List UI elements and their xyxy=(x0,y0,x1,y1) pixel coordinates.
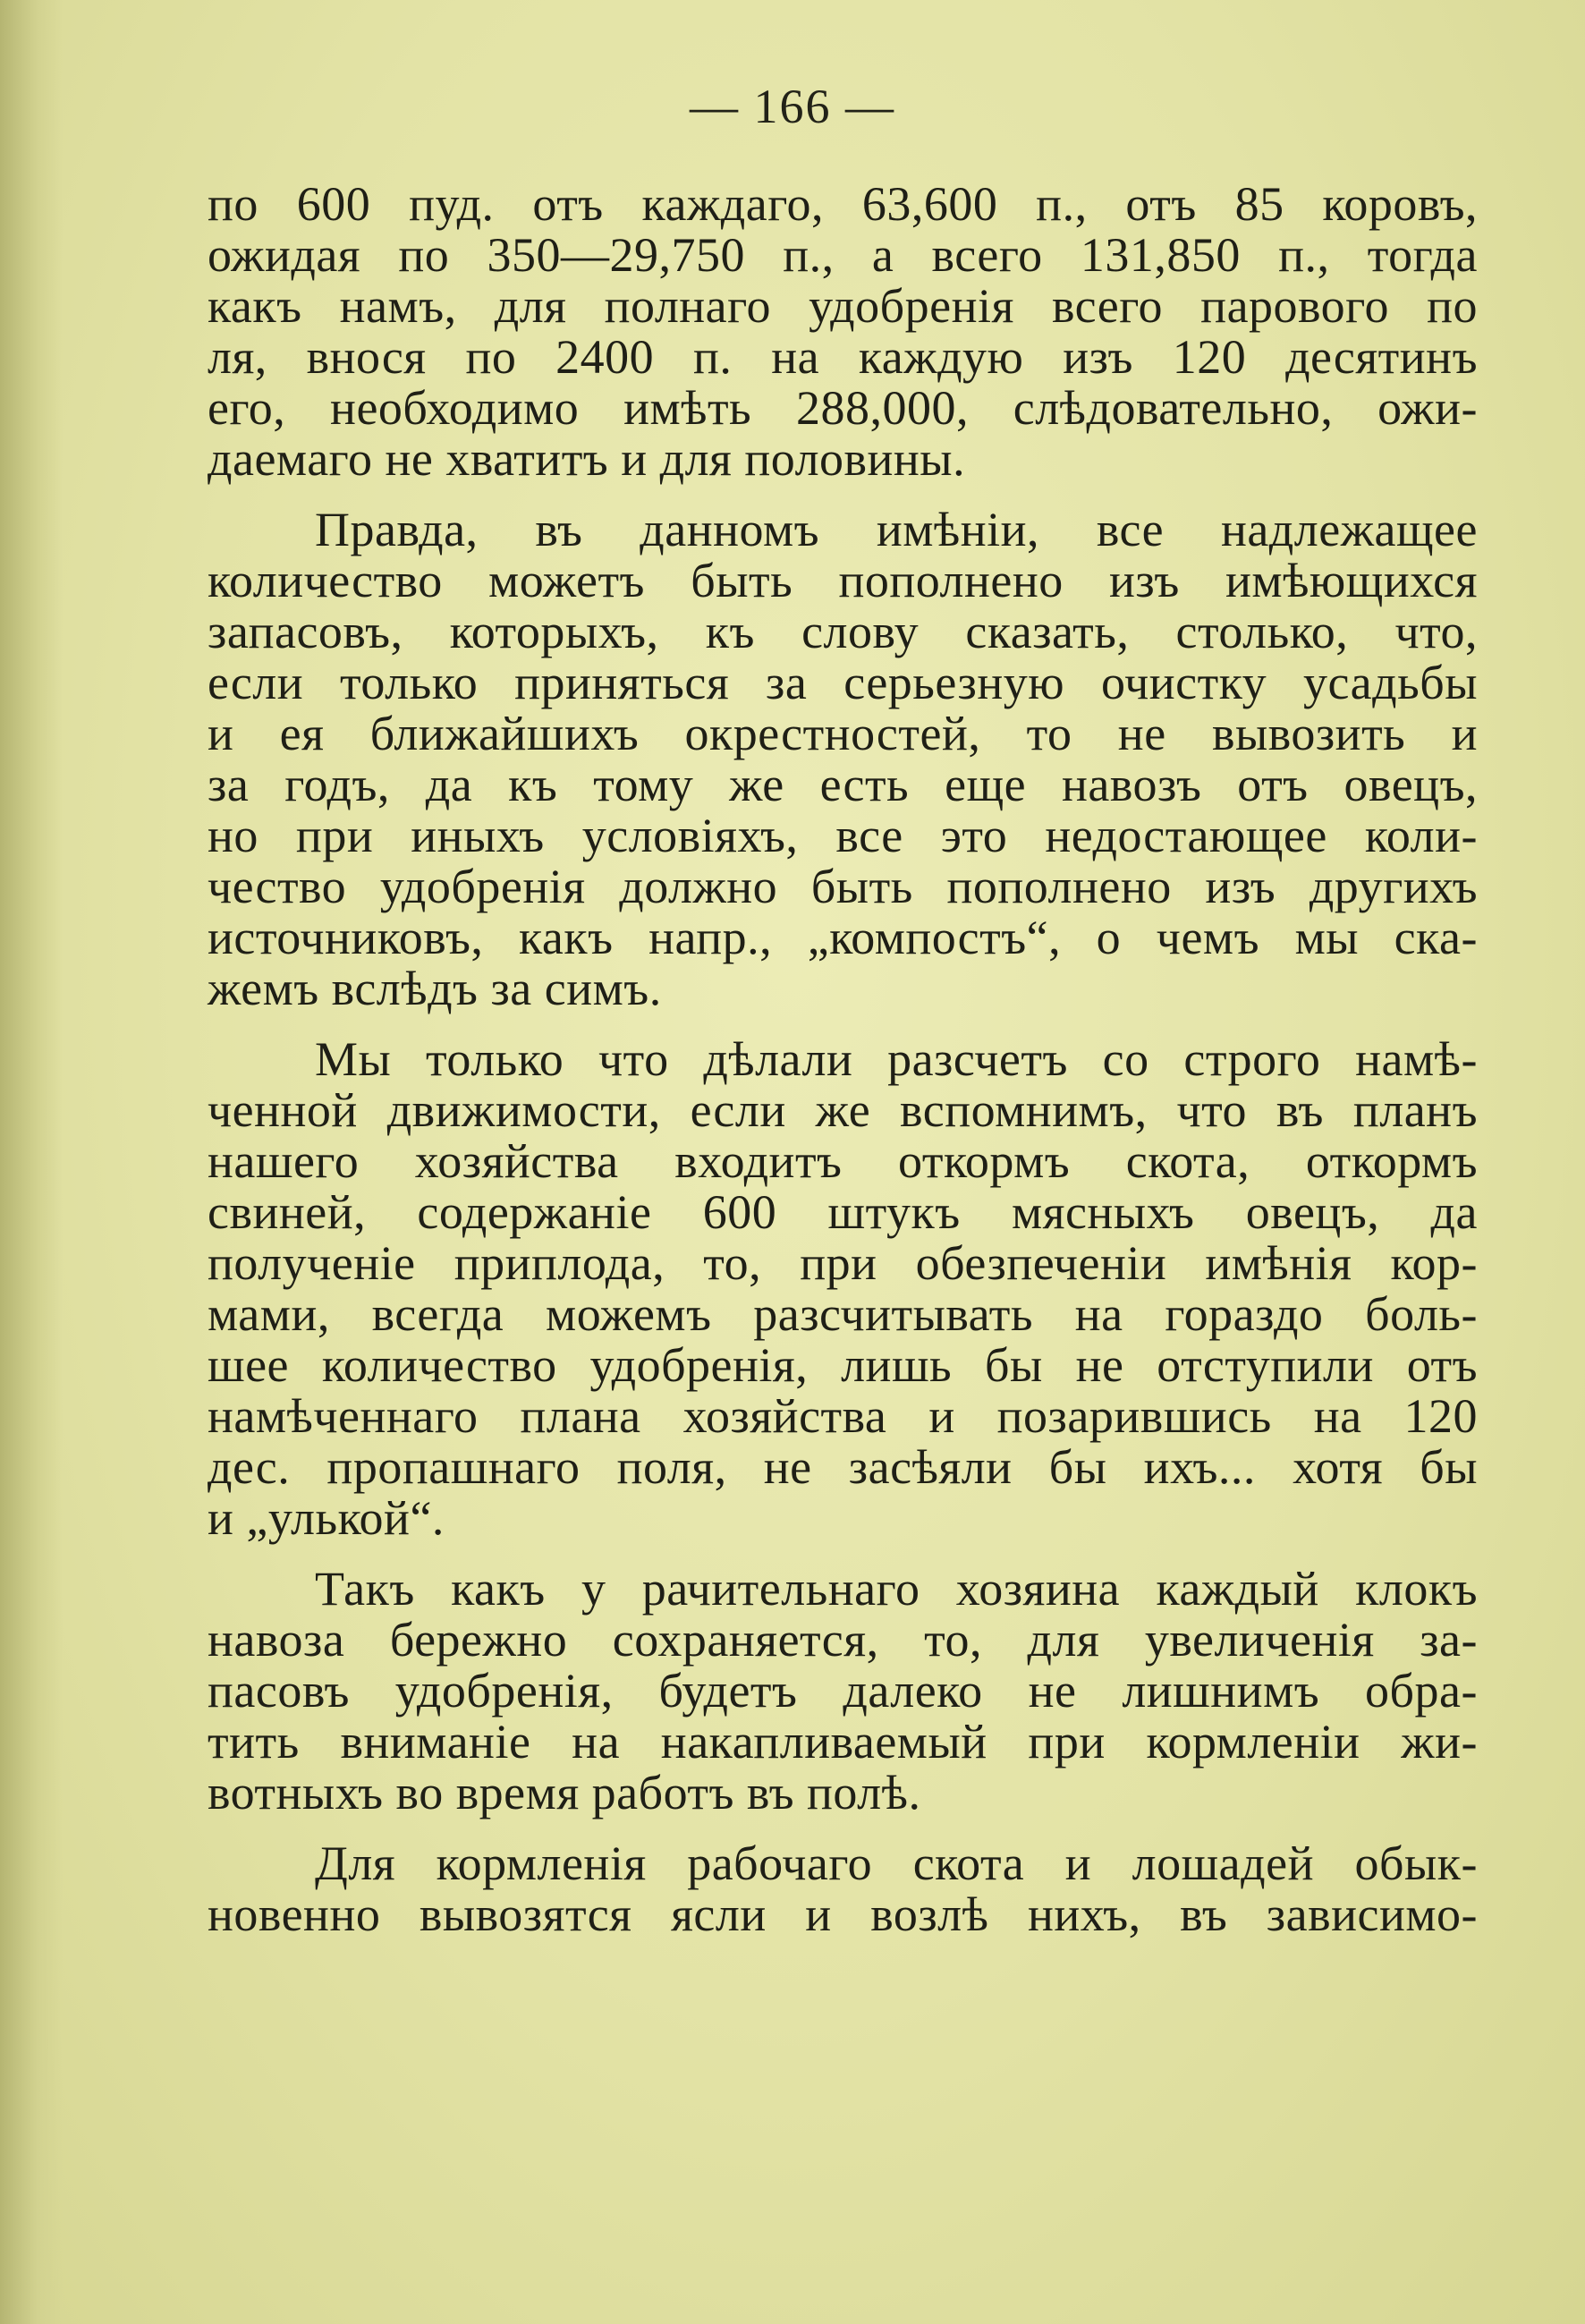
text-line: ожидая по 350—29,750 п., а всего 131,850 п., тогда xyxy=(208,228,1478,282)
text-line: вотныхъ во время работъ въ полѣ. xyxy=(208,1766,921,1819)
paragraph-2 xyxy=(208,505,1478,1014)
text-line: свиней, содержаніе 600 штукъ мясныхъ овецъ, да xyxy=(208,1185,1478,1239)
page-number: — 166 — xyxy=(690,80,895,133)
text-line: Правда, въ данномъ имѣніи, все надлежащее xyxy=(315,503,1478,556)
paragraph-1 xyxy=(208,179,1478,485)
text-line: дес. пропашнаго поля, не засѣяли бы ихъ... хотя бы xyxy=(208,1440,1478,1494)
paragraph-5 xyxy=(208,1838,1478,1940)
text-line: Для кормленія рабочаго скота и лошадей обык- xyxy=(315,1836,1478,1890)
text-line: Такъ какъ у рачительнаго хозяина каждый клокъ xyxy=(315,1562,1478,1616)
text-line: ля, внося по 2400 п. на каждую изъ 120 десятинъ xyxy=(208,330,1478,384)
text-line: нашего хозяйства входитъ откормъ скота, откормъ xyxy=(208,1134,1478,1188)
text-line: шее количество удобренія, лишь бы не отступили отъ xyxy=(208,1338,1478,1392)
text-line: и ея ближайшихъ окрестностей, то не вывозить и xyxy=(208,707,1478,760)
text-line: по 600 пуд. отъ каждаго, 63,600 п., отъ 85 коровъ, xyxy=(208,177,1478,231)
text-line: навоза бережно сохраняется, то, для увеличенія за- xyxy=(208,1613,1478,1667)
text-line: если только приняться за серьезную очистку усадьбы xyxy=(208,656,1478,709)
text-line: новенно вывозятся ясли и возлѣ нихъ, въ зависимо- xyxy=(208,1887,1478,1941)
text-line: но при иныхъ условіяхъ, все это недостающее коли- xyxy=(208,809,1478,862)
text-line: полученіе приплода, то, при обезпеченіи имѣнія кор- xyxy=(208,1236,1478,1290)
text-line: количество можетъ быть пополнено изъ имѣющихся xyxy=(208,554,1478,607)
text-line: источниковъ, какъ напр., „компостъ“, о чемъ мы ска- xyxy=(208,911,1478,964)
text-line: чество удобренія должно быть пополнено изъ другихъ xyxy=(208,860,1478,913)
text-line: жемъ вслѣдъ за симъ. xyxy=(208,962,662,1015)
text-line: даемаго не хватитъ и для половины. xyxy=(208,432,966,486)
binding-shadow xyxy=(0,0,63,2324)
text-line: мами, всегда можемъ разсчитывать на гораздо боль- xyxy=(208,1287,1478,1341)
text-line: пасовъ удобренія, будетъ далеко не лишнимъ обра- xyxy=(208,1664,1478,1718)
text-line: за годъ, да къ тому же есть еще навозъ отъ овецъ, xyxy=(208,758,1478,811)
text-line: какъ намъ, для полнаго удобренія всего парового по xyxy=(208,279,1478,333)
text-line: ченной движимости, если же вспомнимъ, что въ планъ xyxy=(208,1083,1478,1137)
body-text xyxy=(208,179,1478,1940)
text-line: и „улькой“. xyxy=(208,1491,445,1545)
text-line: намѣченнаго плана хозяйства и позарившись на 120 xyxy=(208,1389,1478,1443)
text-line: тить вниманіе на накапливаемый при кормленіи жи- xyxy=(208,1715,1478,1768)
paragraph-4 xyxy=(208,1564,1478,1819)
text-line: Мы только что дѣлали разсчетъ со строго намѣ- xyxy=(315,1032,1478,1086)
text-line: его, необходимо имѣть 288,000, слѣдовательно, ожи- xyxy=(208,381,1478,435)
text-line: запасовъ, которыхъ, къ слову сказать, столько, что, xyxy=(208,605,1478,658)
paragraph-3 xyxy=(208,1034,1478,1544)
